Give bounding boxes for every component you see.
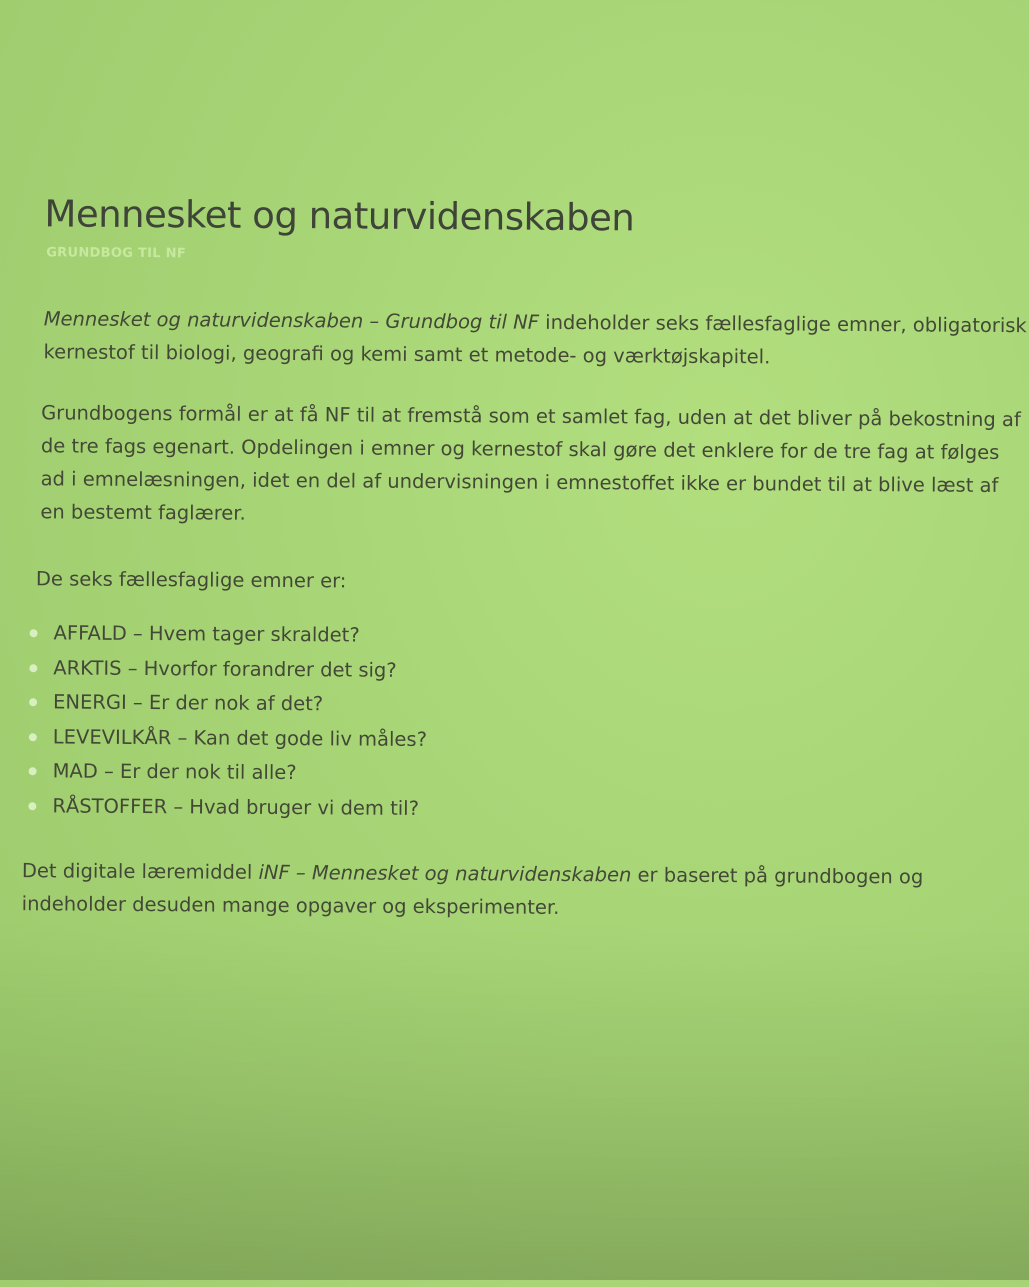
- topic-text: RÅSTOFFER – Hvad bruger vi dem til?: [52, 794, 420, 820]
- topic-text: AFFALD – Hvem tager skraldet?: [53, 621, 360, 647]
- purpose-line: de tre fags egenart. Opdelingen i emner og kernestof skal gøre det enklere for de tre fag at følges: [40, 434, 1000, 464]
- book-subtitle: GRUNDBOG TIL NF: [46, 245, 187, 262]
- topic-text: LEVEVILKÅR – Kan det gode liv måles?: [52, 725, 428, 751]
- bullet-icon: [29, 664, 37, 672]
- digital-paragraph: [22, 854, 924, 926]
- purpose-line: en bestemt faglærer.: [40, 500, 246, 525]
- topic-text: MAD – Er der nok til alle?: [52, 759, 297, 785]
- intro-line-2: kernestof til biologi, geografi og kemi samt et metode- og værktøjskapitel.: [43, 340, 771, 369]
- bullet-icon: [30, 629, 38, 637]
- list-item: [26, 755, 426, 792]
- bullet-icon: [29, 733, 37, 741]
- digital-line-1-start: Det digitale læremiddel: [21, 859, 259, 884]
- intro-paragraph: [43, 302, 1026, 375]
- purpose-paragraph: [40, 396, 1021, 535]
- purpose-line: ad i emnelæsningen, idet en del af undervisningen i emnestoffet ikke er bundet til at blive læst af: [40, 467, 999, 497]
- list-item: [27, 651, 427, 688]
- list-item: [27, 685, 427, 722]
- bullet-icon: [29, 698, 37, 706]
- book-title: Mennesket og naturvidenskaben: [44, 192, 635, 240]
- list-item: [27, 616, 427, 653]
- digital-line-1-end: er baseret på grundbogen og: [631, 863, 924, 889]
- topics-heading: De seks fællesfaglige emner er:: [35, 567, 347, 593]
- list-item: [27, 720, 427, 757]
- intro-book-title: Mennesket og naturvidenskaben – Grundbog til NF: [43, 307, 540, 334]
- bullet-icon: [28, 802, 36, 810]
- digital-product-title: iNF – Mennesket og naturvidenskaben: [258, 860, 632, 887]
- topics-list: [26, 616, 428, 826]
- topic-text: ARKTIS – Hvorfor forandrer det sig?: [53, 655, 397, 682]
- digital-line-2: indeholder desuden mange opgaver og eksperimenter.: [21, 892, 560, 919]
- list-item: [26, 789, 426, 826]
- bullet-icon: [29, 768, 37, 776]
- topic-text: ENERGI – Er der nok af det?: [53, 690, 324, 716]
- purpose-line: Grundbogens formål er at få NF til at fremstå som et samlet fag, uden at det bliver på bekostning af: [41, 401, 1021, 432]
- intro-line-1-rest: indeholder seks fællesfaglige emner, obligatorisk: [538, 310, 1027, 338]
